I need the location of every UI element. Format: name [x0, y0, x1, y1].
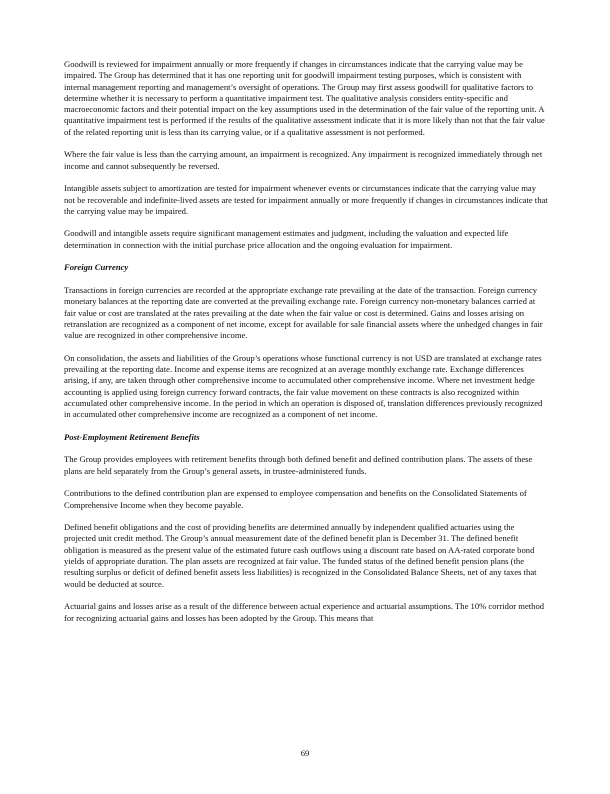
paragraph-intangible-assets: Intangible assets subject to amortization are tested for impairment whenever events or circumstances indicate that the carrying value may not be recoverable and indefinite-lived assets are tested for impairment annually or more frequently if changes in circumstances indicate that the carrying value may be impaired. [64, 183, 548, 216]
page-number: 69 [300, 748, 310, 758]
paragraph-retirement-plans: The Group provides employees with retirement benefits through both defined benefit and defined contribution plans. The assets of these plans are held separately from the Group’s general assets, in trustee-administered funds. [64, 454, 533, 476]
section-heading-foreign-currency: Foreign Currency [64, 262, 129, 273]
paragraph-consolidation: On consolidation, the assets and liabilities of the Group’s operations whose functional currency is not USD are translated at exchange rates prevailing at the reporting date. Income and expense items are recognized at an average monthly exchange rate. Exchange differences arising, if any, are taken through other comprehensive income to accumulated other comprehensive income. Where net investment hedge accounting is applied using foreign currency forward contracts, the fair value movement on these contracts is also recognized within accumulated other comprehensive income. In the period in which an operation is disposed of, translation differences previously recognized in accumulated other comprehensive income are recognized as a component of net income. [64, 352, 543, 420]
paragraph-goodwill-review: Goodwill is reviewed for impairment annually or more frequently if changes in circumstances indicate that the carrying value may be impaired. The Group has determined that it has one reporting unit for goodwill impairment testing purposes, which is consistent with internal management reporting and management’s oversight of operations. The Group may first assess goodwill for qualitative factors to determine whether it is necessary to perform a quantitative impairment test. The qualitative analysis considers entity-specific and macroeconomic factors and their potential impact on the key assumptions used in the determination of the fair value of the reporting unit. A quantitative impairment test is performed if the results of the qualitative assessment indicate that it is more likely than not that the fair value of the related reporting unit is less than its carrying value, or if a qualitative assessment is not performed. [64, 59, 545, 137]
paragraph-foreign-transactions: Transactions in foreign currencies are recorded at the appropriate exchange rate prevailing at the date of the transaction. Foreign currency monetary balances at the reporting date are converted at the prevailing exchange rate. Foreign currency non-monetary balances carried at fair value or cost are translated at the rates prevailing at the date when the fair value or cost is determined. Gains and losses arising on retranslation are recognized as a component of net income, except for available for sale financial assets where the unhedged changes in fair value are recognized in other comprehensive income. [64, 284, 543, 341]
paragraph-goodwill-estimates: Goodwill and intangible assets require significant management estimates and judgment, including the valuation and expected life determination in connection with the initial purchase price allocation and the ongoing evaluation for impairment. [64, 228, 509, 250]
paragraph-actuarial-gains: Actuarial gains and losses arise as a result of the difference between actual experience and actuarial assumptions. The 10% corridor method for recognizing actuarial gains and losses has been adopted by the Group. This means that [64, 601, 545, 623]
section-heading-retirement-benefits: Post-Employment Retirement Benefits [64, 431, 200, 442]
paragraph-contributions: Contributions to the defined contribution plan are expensed to employee compensation and benefits on the Consolidated Statements of Comprehensive Income when they become payable. [64, 488, 527, 510]
paragraph-defined-benefit: Defined benefit obligations and the cost of providing benefits are determined annually by independent qualified actuaries using the projected unit credit method. The Group’s annual measurement date of the defined benefit plan is December 31. The defined benefit obligation is measured as the present value of the estimated future cash outflows using a discount rate based on AA-rated corporate bond yields of appropriate duration. The plan assets are recognized at fair value. The funded status of the defined benefit pension plans (the resulting surplus or deficit of defined benefit assets less liabilities) is recognized in the Consolidated Balance Sheets, net of any taxes that would be deducted at source. [64, 522, 537, 589]
document-body [64, 59, 548, 635]
paragraph-impairment-recognition: Where the fair value is less than the carrying amount, an impairment is recognized. Any impairment is recognized immediately through net income and cannot subsequently be reversed. [64, 149, 543, 171]
